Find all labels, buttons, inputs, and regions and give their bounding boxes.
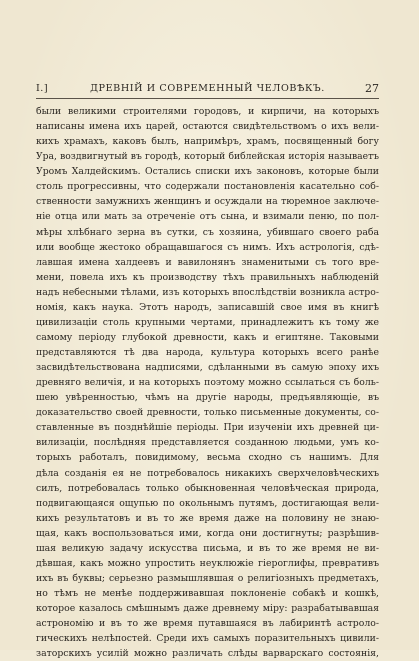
text-line: древняго величія, и на которыхъ поэтому можно ссылаться съ боль- xyxy=(36,377,379,389)
text-line: кихъ результатовъ и въ то же время даже на половину не знаю- xyxy=(36,512,379,524)
text-line: ихъ въ буквы; серьезно размышлявшая о религіозныхъ предметахъ, xyxy=(36,572,379,584)
text-line: цивилизаціи столь крупными чертами, принадлежитъ къ тому же xyxy=(36,316,379,328)
text-line: были великими строителями городовъ, и кирпичи, на которыхъ xyxy=(36,106,379,117)
text-line: которое казалось смѣшнымъ даже древнему міру: разрабатывавшая xyxy=(36,603,379,615)
text-line: заторскихъ усилій можно различать слѣды варварскаго состоянія, xyxy=(36,648,379,660)
header-rule xyxy=(36,98,379,99)
text-line: надъ небесными тѣлами, изъ которыхъ впослѣдствіи возникла астро- xyxy=(36,286,379,298)
text-line: шая великую задачу искусства письма, и въ то же время не ви- xyxy=(36,542,379,554)
text-line: лавшая имена халдеевъ и вавилонянъ знаменитыми съ того вре- xyxy=(36,256,379,268)
text-line: кихъ храмахъ, каковъ былъ, напримѣръ, храмъ, посвященный богу xyxy=(36,136,379,148)
text-line: засвидѣтельствована надписями, сдѣланными въ самую эпоху ихъ xyxy=(36,362,379,374)
text-line: Уромъ Халдейскимъ. Остались списки ихъ законовъ, которые были xyxy=(36,166,379,178)
text-line: щая, какъ воспользоваться ими, когда они достигнуты; разрѣшив- xyxy=(36,527,379,539)
text-line: астрономію и въ то же время путавшаяся въ лабиринтѣ астроло- xyxy=(36,618,379,630)
text-line: вилизаціи, послѣдняя представляется созданною людьми, умъ ко- xyxy=(36,437,379,449)
running-header xyxy=(36,83,379,97)
text-line: столь прогрессивны, что содержали постановленія касательно соб- xyxy=(36,181,379,193)
text-line: но тѣмъ не менѣе поддерживавшая поклоненіе собакѣ и кошкѣ, xyxy=(36,588,379,599)
text-line: номія, какъ наука. Этотъ народъ, записавшій свое имя въ книгѣ xyxy=(36,301,379,313)
page-number: 27 xyxy=(365,82,379,95)
text-line: шею увѣренностью, чѣмъ на другіе народы, предъявляющіе, въ xyxy=(36,392,379,404)
text-line: подвигающаяся ощупью по окольнымъ путямъ, достигающая вели- xyxy=(36,497,379,509)
text-line: гическихъ нелѣпостей. Среди ихъ самыхъ поразительныхъ цивили- xyxy=(36,633,379,645)
text-line: дѣвшая, какъ можно упростить неуклюжіе гіероглифы, превративъ xyxy=(36,557,379,569)
text-line: торыхъ работалъ, повидимому, весьма сходно съ нашимъ. Для xyxy=(36,452,379,464)
text-line: мени, повела ихъ къ производству тѣхъ правильныхъ наблюденій xyxy=(36,271,379,283)
text-line: силъ, потребовалась только обыкновенная человѣческая природа, xyxy=(36,482,379,494)
text-line: мѣры хлѣбнаго зерна въ сутки, съ хозяина, убившаго своего раба xyxy=(36,226,379,238)
text-line: Ура, воздвигнутый въ городѣ, который библейская исторія называетъ xyxy=(36,151,379,163)
text-line: ственности замужнихъ женщинъ и осуждали на тюремное заключе- xyxy=(36,196,379,208)
body-text xyxy=(36,104,379,661)
text-line: написаны имена ихъ царей, остаются свидѣтельствомъ о ихъ вели- xyxy=(36,121,379,133)
text-line: дѣла созданія ея не потребовалось никакихъ сверхчеловѣческихъ xyxy=(36,467,379,479)
text-line: самому періоду глубокой древности, какъ и египтяне. Таковыми xyxy=(36,331,379,343)
text-line: или вообще жестоко обращавшагося съ нимъ. Ихъ астрологія, сдѣ- xyxy=(36,241,379,253)
text-line: доказательство своей древности, только письменные документы, со- xyxy=(36,407,379,419)
text-line: ставленные въ позднѣйшіе періоды. При изученіи ихъ древней ци- xyxy=(36,422,379,434)
running-title: ДРЕВНІЙ И СОВРЕМЕННЫЙ ЧЕЛОВѢКЪ. xyxy=(90,83,325,94)
text-line: представляются тѣ два народа, культура которыхъ всего ранѣе xyxy=(36,347,379,358)
text-line: ніе отца или мать за отреченіе отъ сына, и взимали пеню, по пол- xyxy=(36,211,379,223)
section-number: I.] xyxy=(36,83,49,94)
